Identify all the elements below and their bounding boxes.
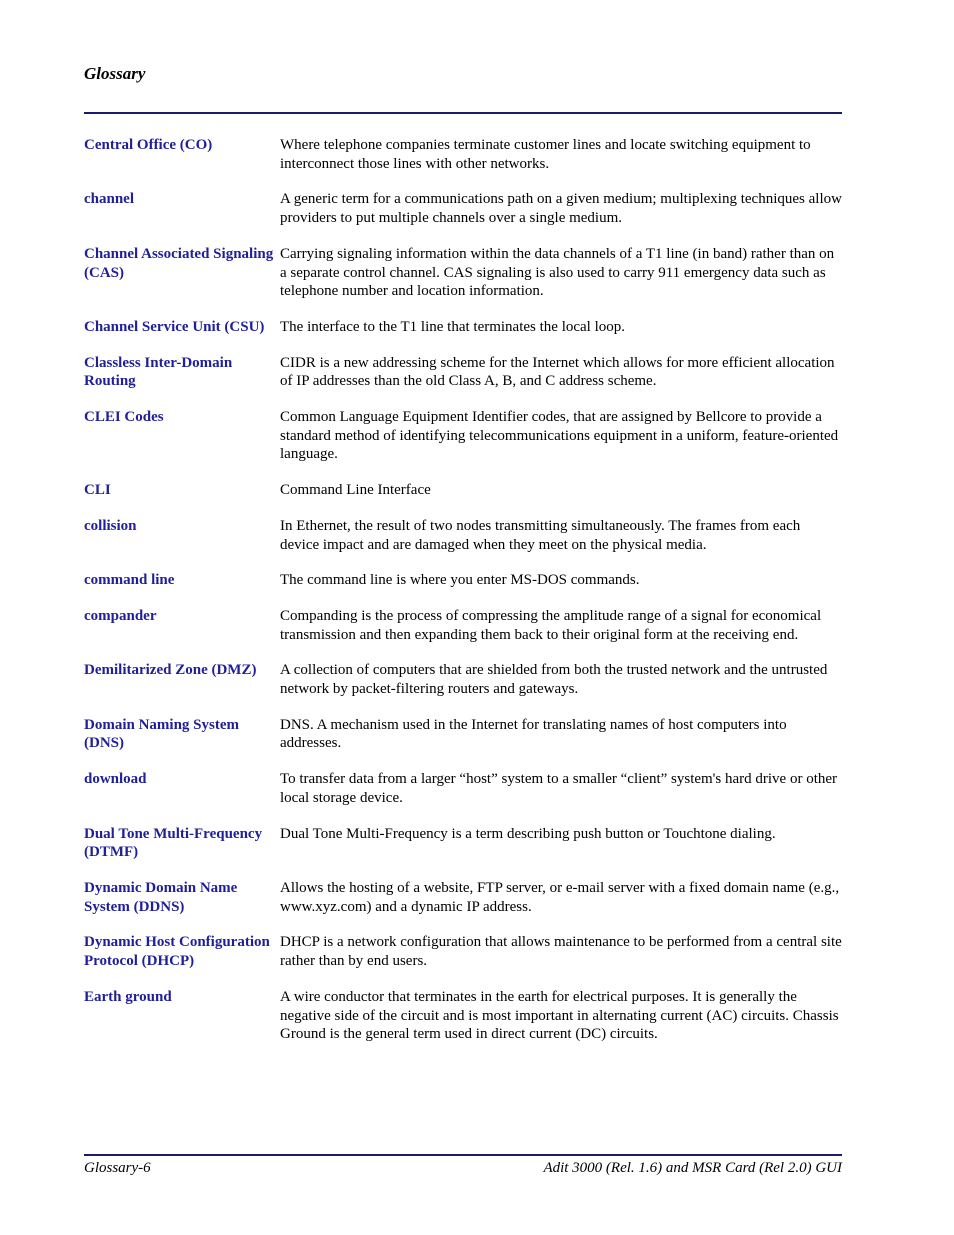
glossary-term: download bbox=[84, 771, 147, 788]
glossary-definition: A wire conductor that terminates in the earth for electrical purposes. It is generally the negative side of the circuit and is most important in alternating current (AC) circuits. Chassis Ground is the general term used in direct current (DC) circuits. bbox=[280, 988, 839, 1043]
glossary-entry bbox=[84, 716, 842, 753]
glossary-term: Classless Inter-Domain Routing bbox=[84, 354, 233, 390]
glossary-definition: Command Line Interface bbox=[280, 482, 431, 499]
glossary-entry bbox=[84, 190, 842, 227]
glossary-entry bbox=[84, 988, 842, 1044]
glossary-definition: DNS. A mechanism used in the Internet for translating names of host computers into addresses. bbox=[280, 716, 787, 752]
glossary-entry bbox=[84, 661, 842, 698]
glossary-term: Earth ground bbox=[84, 988, 172, 1005]
glossary-term: Channel Associated Signaling (CAS) bbox=[84, 245, 274, 281]
glossary-definition: Where telephone companies terminate customer lines and locate switching equipment to interconnect those lines with other networks. bbox=[280, 137, 811, 172]
glossary-term: Demilitarized Zone (DMZ) bbox=[84, 662, 257, 679]
glossary-definition: Allows the hosting of a website, FTP server, or e-mail server with a fixed domain name (e.g., www.xyz.com) and a dynamic IP address. bbox=[280, 879, 840, 915]
footer-divider bbox=[84, 1154, 842, 1156]
glossary-definition: CIDR is a new addressing scheme for the Internet which allows for more efficient allocation of IP addresses than the old Class A, B, and C address scheme. bbox=[280, 354, 835, 390]
glossary-term: Dynamic Host Configuration Protocol (DHCP) bbox=[84, 934, 270, 970]
glossary-entry bbox=[84, 607, 842, 644]
glossary-term: collision bbox=[84, 517, 137, 534]
page-title: Glossary bbox=[84, 64, 146, 83]
glossary-term: Central Office (CO) bbox=[84, 137, 213, 153]
glossary-entry bbox=[84, 354, 842, 391]
glossary-entry bbox=[84, 481, 842, 500]
glossary-definition: A collection of computers that are shielded from both the trusted network and the untrusted network by packet-filtering routers and gateways. bbox=[280, 662, 828, 698]
glossary-definition: A generic term for a communications path on a given medium; multiplexing techniques allow providers to put multiple channels over a single medium. bbox=[280, 191, 842, 227]
glossary-term: CLI bbox=[84, 482, 111, 499]
glossary-entry bbox=[84, 517, 842, 554]
document-title: Adit 3000 (Rel. 1.6) and MSR Card (Rel 2.0) GUI bbox=[543, 1160, 842, 1176]
glossary-definition: The command line is where you enter MS-DOS commands. bbox=[280, 572, 640, 589]
glossary-entry bbox=[84, 879, 842, 916]
glossary-term: Dual Tone Multi-Frequency (DTMF) bbox=[84, 825, 263, 861]
glossary-entry bbox=[84, 408, 842, 464]
glossary-term: command line bbox=[84, 572, 175, 589]
glossary-term: Channel Service Unit (CSU) bbox=[84, 318, 265, 335]
glossary-entry bbox=[84, 571, 842, 590]
glossary-entry bbox=[84, 933, 842, 970]
glossary-definition: Carrying signaling information within the data channels of a T1 line (in band) rather than on a separate control channel. CAS signaling is also used to carry 911 emergency data such as telephone number and location information. bbox=[280, 245, 835, 300]
glossary-term: channel bbox=[84, 191, 135, 208]
glossary-entry bbox=[84, 770, 842, 807]
glossary-entry bbox=[84, 318, 842, 337]
glossary-list bbox=[84, 136, 842, 1061]
glossary-definition: Common Language Equipment Identifier codes, that are assigned by Bellcore to provide a standard method of identifying telecommunications equipment in a uniform, feature-oriented language. bbox=[280, 409, 839, 463]
glossary-definition: To transfer data from a larger “host” system to a smaller “client” system's hard drive or other local storage device. bbox=[280, 771, 838, 806]
glossary-term: Domain Naming System (DNS) bbox=[84, 716, 240, 752]
glossary-definition: Dual Tone Multi-Frequency is a term describing push button or Touchtone dialing. bbox=[280, 825, 776, 842]
glossary-term: compander bbox=[84, 607, 157, 624]
glossary-term: CLEI Codes bbox=[84, 409, 164, 426]
glossary-definition: DHCP is a network configuration that allows maintenance to be performed from a central site rather than by end users. bbox=[280, 934, 842, 970]
header-divider bbox=[84, 112, 842, 114]
glossary-entry bbox=[84, 245, 842, 301]
glossary-definition: The interface to the T1 line that terminates the local loop. bbox=[280, 318, 626, 335]
page-number: Glossary-6 bbox=[84, 1160, 151, 1176]
glossary-definition: Companding is the process of compressing the amplitude range of a signal for economical transmission and then expanding them back to their original form at the receiving end. bbox=[280, 607, 822, 643]
glossary-term: Dynamic Domain Name System (DDNS) bbox=[84, 879, 238, 915]
glossary-entry bbox=[84, 825, 842, 862]
glossary-definition: In Ethernet, the result of two nodes transmitting simultaneously. The frames from each device impact and are damaged when they meet on the physical media. bbox=[280, 517, 801, 553]
glossary-entry bbox=[84, 136, 842, 173]
